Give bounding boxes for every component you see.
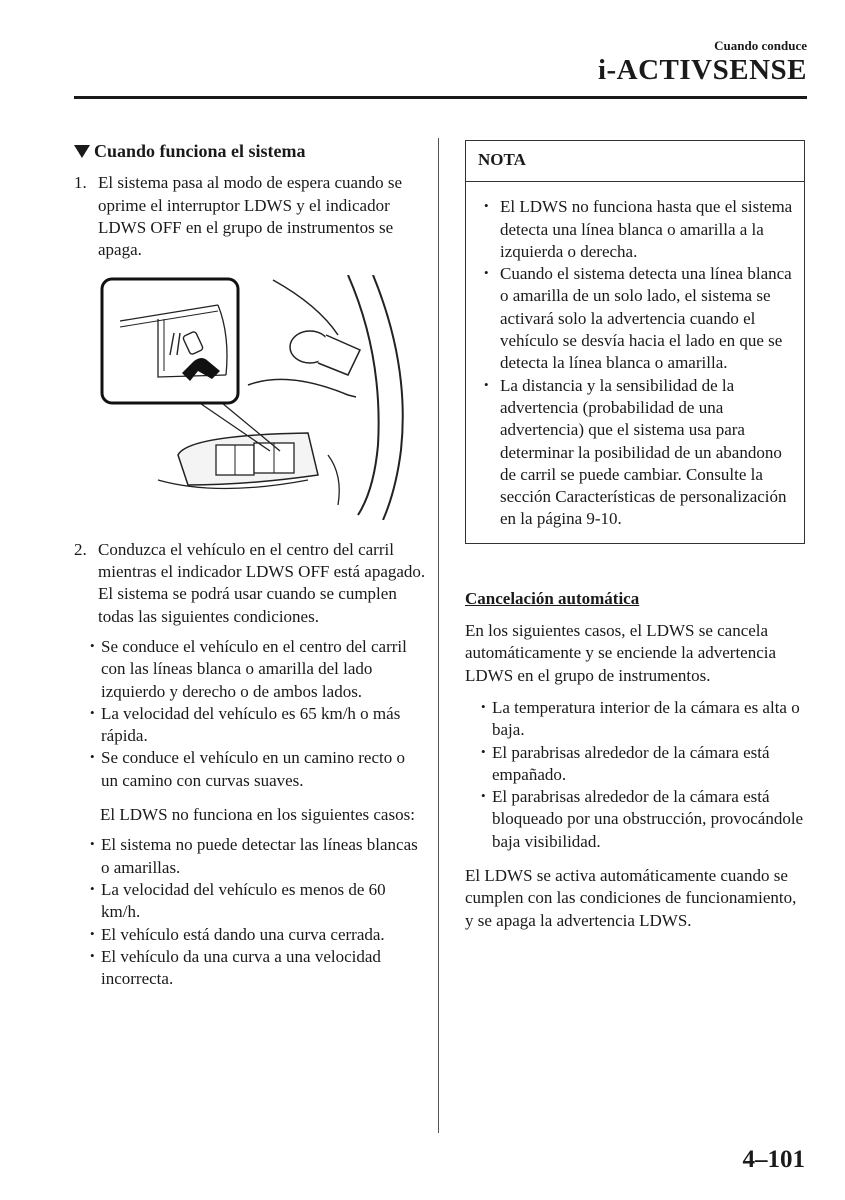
step-1-text: El sistema pasa al modo de espera cuando se oprime el interruptor LDWS y el indicador LDWS OFF en el grupo de instrumentos se apaga. xyxy=(98,173,403,260)
list-item: • La temperatura interior de la cámara es alta o baja. xyxy=(481,697,805,742)
right-column xyxy=(465,140,805,932)
list-item: • La velocidad del vehículo es menos de 60 km/h. xyxy=(90,879,426,924)
column-divider xyxy=(438,138,439,1133)
list-item: • El parabrisas alrededor de la cámara está bloqueado por una obstrucción, provocándole baja visibilidad. xyxy=(481,786,805,853)
ldws-switch-illustration xyxy=(98,275,410,520)
list-item: • La velocidad del vehículo es 65 km/h o más rápida. xyxy=(90,703,426,748)
list-item: • El sistema no puede detectar las líneas blancas o amarillas. xyxy=(90,834,426,879)
section-heading xyxy=(74,140,426,162)
step-1-number: 1. xyxy=(74,173,87,193)
note-box xyxy=(465,140,805,544)
list-item: • El vehículo está dando una curva cerrada. xyxy=(90,924,426,946)
conditions-list xyxy=(90,636,426,792)
cancel-list xyxy=(481,697,805,853)
page-number: 4–101 xyxy=(742,1146,805,1173)
list-item: • El parabrisas alrededor de la cámara está empañado. xyxy=(481,742,805,787)
section-heading-text: Cuando funciona el sistema xyxy=(94,141,306,161)
left-column xyxy=(74,140,426,990)
header-section-label: Cuando conduce xyxy=(714,38,807,53)
step-1 xyxy=(74,172,426,261)
list-item: • Cuando el sistema detecta una línea blanca o amarilla de un solo lado, el sistema se activará solo la advertencia cuando el vehículo se desvía hacia el lado en que se detecta la línea blanca o amarilla. xyxy=(480,263,794,374)
step-2 xyxy=(74,539,426,628)
note-heading: NOTA xyxy=(466,141,804,182)
not-working-list xyxy=(90,834,426,990)
header-title: i-ACTIVSENSE xyxy=(597,54,807,86)
cancel-outro: El LDWS se activa automáticamente cuando se cumplen con las condiciones de funcionamiento, y se apaga la advertencia LDWS. xyxy=(465,866,797,930)
list-item: • La distancia y la sensibilidad de la advertencia (probabilidad de una advertencia) que el sistema usa para determinar la posibilidad de un abandono de carril se puede cambiar. Consulte la sección Características de personalización en la página 9-10. xyxy=(480,375,794,531)
cancel-intro: En los siguientes casos, el LDWS se cancela automáticamente y se enciende la advertencia LDWS en el grupo de instrumentos. xyxy=(465,621,777,685)
triangle-marker-icon xyxy=(74,145,90,158)
note-list xyxy=(480,196,794,530)
header-rule xyxy=(74,96,807,99)
step-2-text: Conduzca el vehículo en el centro del carril mientras el indicador LDWS OFF está apagado. El sistema se podrá usar cuando se cumplen todas las siguientes condiciones. xyxy=(98,539,426,626)
step-2-number: 2. xyxy=(74,539,87,559)
list-item: • Se conduce el vehículo en el centro del carril con las líneas blanca o amarilla del lado izquierdo y derecho o de ambos lados. xyxy=(90,636,426,703)
list-item: • El LDWS no funciona hasta que el sistema detecta una línea blanca o amarilla a la izquierda o derecha. xyxy=(480,196,794,263)
list-item: • Se conduce el vehículo en un camino recto o un camino con curvas suaves. xyxy=(90,747,426,792)
cancel-heading: Cancelación automática xyxy=(465,588,640,608)
not-working-intro: El LDWS no funciona en los siguientes casos: xyxy=(100,805,415,825)
list-item: • El vehículo da una curva a una velocidad incorrecta. xyxy=(90,946,426,991)
